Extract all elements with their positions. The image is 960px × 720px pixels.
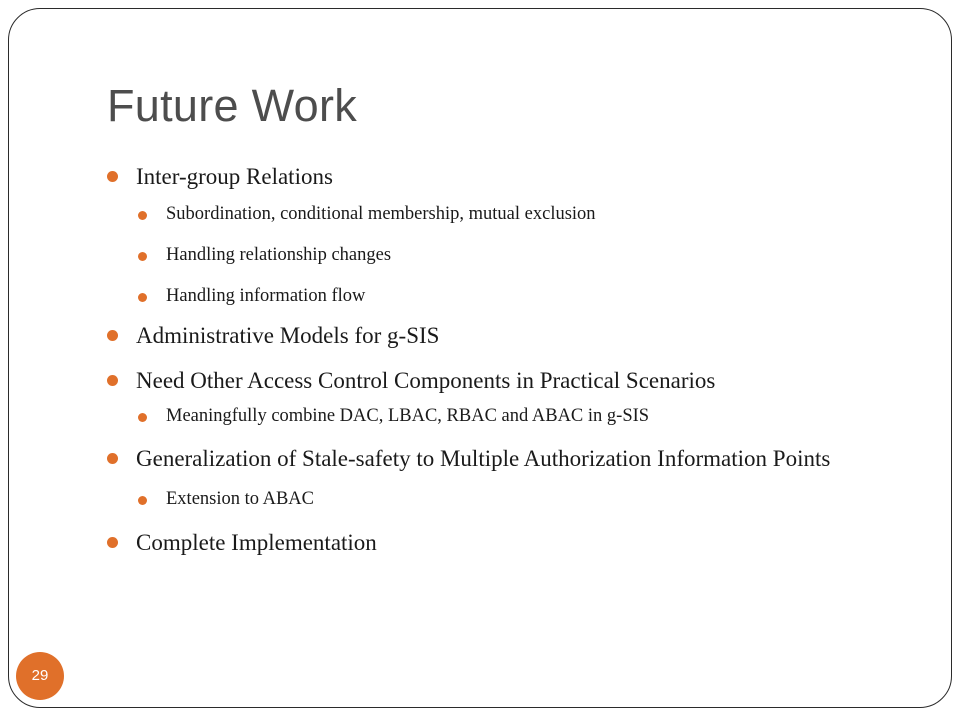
- bullet-text: Generalization of Stale-safety to Multiple Authorization Information Points: [136, 446, 831, 471]
- slide-title: Future Work: [107, 80, 358, 131]
- bullet-dot-icon: [107, 171, 118, 182]
- bullet-dot-icon: [107, 453, 118, 464]
- bullet-item: [107, 440, 897, 478]
- bullet-item: [107, 317, 897, 355]
- bullet-dot-icon: [107, 537, 118, 548]
- bullet-text: Inter-group Relations: [136, 164, 333, 189]
- bullet-text: Subordination, conditional membership, mutual exclusion: [166, 204, 596, 224]
- bullet-text: Meaningfully combine DAC, LBAC, RBAC and ABAC in g-SIS: [166, 406, 650, 426]
- bullet-item: [107, 362, 897, 400]
- bullet-text: Handling information flow: [166, 286, 366, 306]
- bullet-text: Handling relationship changes: [166, 245, 392, 265]
- bullet-dot-icon: [138, 211, 147, 220]
- bullet-dot-icon: [107, 330, 118, 341]
- sub-bullet-item: [107, 242, 897, 269]
- bullet-item: [107, 158, 897, 196]
- bullet-item: [107, 524, 897, 562]
- sub-bullet-item: [107, 486, 897, 513]
- slide-number-badge: 29: [16, 652, 64, 700]
- bullet-text: Need Other Access Control Components in Practical Scenarios: [136, 368, 716, 393]
- bullet-text: Extension to ABAC: [166, 489, 315, 509]
- bullet-list: [107, 158, 897, 562]
- sub-bullet-item: [107, 283, 897, 310]
- bullet-dot-icon: [138, 413, 147, 422]
- sub-bullet-item: [107, 201, 897, 228]
- bullet-dot-icon: [138, 293, 147, 302]
- bullet-dot-icon: [138, 496, 147, 505]
- bullet-text: Administrative Models for g-SIS: [136, 323, 440, 348]
- sub-bullet-item: [107, 403, 897, 430]
- bullet-text: Complete Implementation: [136, 530, 377, 555]
- bullet-dot-icon: [138, 252, 147, 261]
- bullet-dot-icon: [107, 375, 118, 386]
